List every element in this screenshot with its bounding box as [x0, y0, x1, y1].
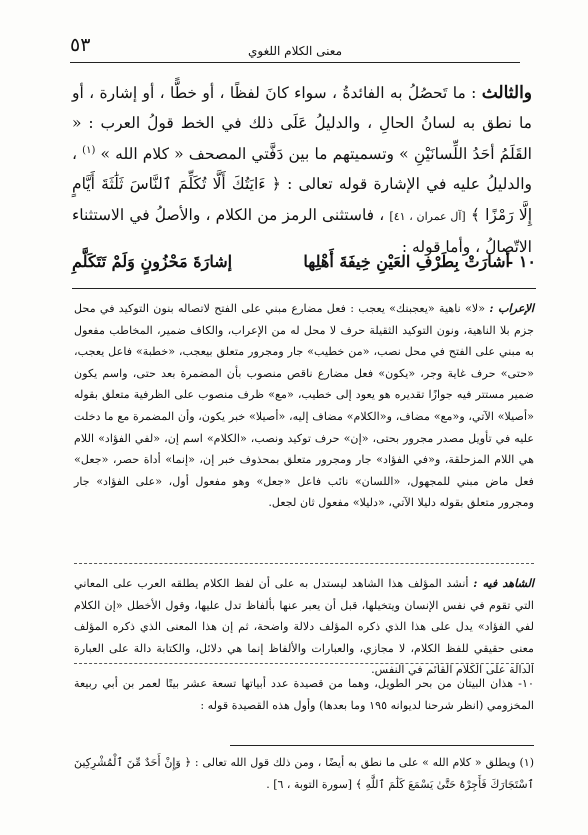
verse-note-paragraph: ١٠- هذان البيتان من بحر الطويل، وهما من قصيدة عدد أبياتها تسعة عشر بيتًا لعمر بن أبي ربيعة المخزومي (انظر شرحنا لديوانه ١٩٥ وما بعدها) وأول هذه القصيدة قوله : [74, 677, 534, 712]
verse-first-hemistich: أشارَتْ بِطَرْفِ العَيْنِ خِيفَةَ أَهْلِها [303, 252, 510, 271]
irab-section [74, 298, 534, 514]
verse-number: ١٠ - [506, 252, 536, 271]
verse-divider [72, 288, 536, 289]
section-lead: والثالث [481, 83, 532, 103]
page-number: ٥٣ [70, 34, 91, 56]
irab-label: الإعراب : [489, 301, 534, 315]
irab-paragraph [74, 298, 534, 514]
running-title: معنى الكلام اللغوي [247, 44, 343, 58]
main-text-part-3: ، فاستثنى الرمز من الكلام ، والأصلُ في الاستثناء الاتّصالُ ، وأما قوله : [72, 205, 532, 257]
footnote [74, 752, 534, 796]
verse-second-hemistich: إشارَةَ مَحْزُونٍ وَلَمْ تَتَكَلَّمِ [72, 252, 233, 271]
quran-reference: [آل عمران ، ٤١] [389, 209, 466, 223]
verse-note-section [74, 673, 534, 716]
quran-verse: ﴿ ءَايَتُكَ أَلَّا تُكَلِّمَ ٱلنَّاسَ ثَلَٰثَةَ أَيَّامٍ إِلَّا رَمْزًا ﴾ [72, 175, 533, 224]
irab-text: «لا» ناهية «يعجبنك» يعجب : فعل مضارع مبني على الفتح لاتصاله بنون التوكيد في محل جزم بلا الناهية، ونون التوكيد الثقيلة حرف لا محل له من الإعراب، والكاف ضمير، المخاطب مفعول به مبني على الفتح في محل نصب، «من خطيب» جار ومجرور متعلق بيعجب، «خطبة» فاعل يعجب، «حتى» حرف غاية وجر، «يكون» فعل مضارع ناقص منصوب بأن المضمرة بعد حتى، واسم يكون ضمير مستتر فيه جوازًا تقديره هو يعود إلى خطيب، «مع» ظرف منصوب على الظرفية متعلق بقوله «أصيلا» الآتي، و«مع» مضاف، و«الكلام» مضاف إليه، «أصيلا» خبر يكون، وأن المضمرة مع ما دخلت عليه في تأويل مصدر مجرور بحتى، «إن» حرف توكيد ونصب، «الكلام» اسم إن، «لفي الفؤاد» اللام هي اللام المزحلقة، و«في الفؤاد» جار ومجرور متعلق بمحذوف خبر إن، «إنما» أداة حصر، «جعل» فعل ماض مبني للمجهول، «اللسان» نائب فاعل «جعل» وهو مفعول أول، «على الفؤاد» جار ومجرور متعلق بقوله دليلا الآتي، «دليلا» مفعول ثان لجعل. [74, 302, 534, 510]
main-text-part-2: ، والدليلُ عليه في الإشارة قوله تعالى : [72, 144, 532, 194]
main-text [72, 78, 532, 262]
footnote-quran-reference: [سورة التوبة ، ٦] . [266, 778, 353, 791]
shahid-text: أنشد المؤلف هذا الشاهد ليستدل به على أن لفظ الكلام يطلقه العرب على المعاني التي تقوم في نفس الإنسان ويتخيلها، قبل أن يعبر عنها بألفاظ تدل عليها، وقول الأخطل «إن الكلام لفي الفؤاد» يدل على هذا الذي ذكره المؤلف دلالة واضحة، ثم إن هذا المعنى الذي ذكره المؤلف معنى حقيقي للفظ الكلام، لا مجازي، والعبارات والألفاظ إنما هي دلائل، والكتابة دالة على العبارة الدالة على الكلام القائم في النفس. [74, 577, 534, 677]
commentary-divider [74, 563, 534, 565]
commentary-divider [74, 663, 534, 665]
footnote-divider [230, 745, 534, 746]
page-header [70, 32, 520, 62]
footnote-reference: (١) [82, 144, 96, 156]
main-paragraph [72, 78, 532, 262]
footnote-text: (١) ويطلق « كلام الله » على ما نطق به أيضًا ، ومن ذلك قول الله تعالى : [194, 756, 534, 769]
main-text-part-1: : ما تَحصُلُ به الفائدةُ ، سواء كانَ لفظًا ، أو خطًّا ، أو إشارة ، أو ما نطق به لسانُ الحالِ ، والدليلُ عَلَى ذلك في الخط قولُ العرب : « القَلَمُ أحَدُ اللِّسانَيْنِ » وتسميتهم ما بين دَفَّتي المصحف « كلام الله » [72, 84, 532, 163]
shahid-label: الشاهد فيه : [473, 576, 534, 590]
footnote-quran-verse: ﴿ وَإِنْ أَحَدٌ مِّنَ ٱلْمُشْرِكِينَ ٱسْتَجَارَكَ فَأَجِرْهُ حَتَّىٰ يَسْمَعَ كَلَٰمَ ٱللَّهِ ﴾ [74, 756, 534, 791]
poetry-verse [72, 246, 536, 280]
footnote-paragraph [74, 752, 534, 796]
header-divider [70, 62, 520, 63]
